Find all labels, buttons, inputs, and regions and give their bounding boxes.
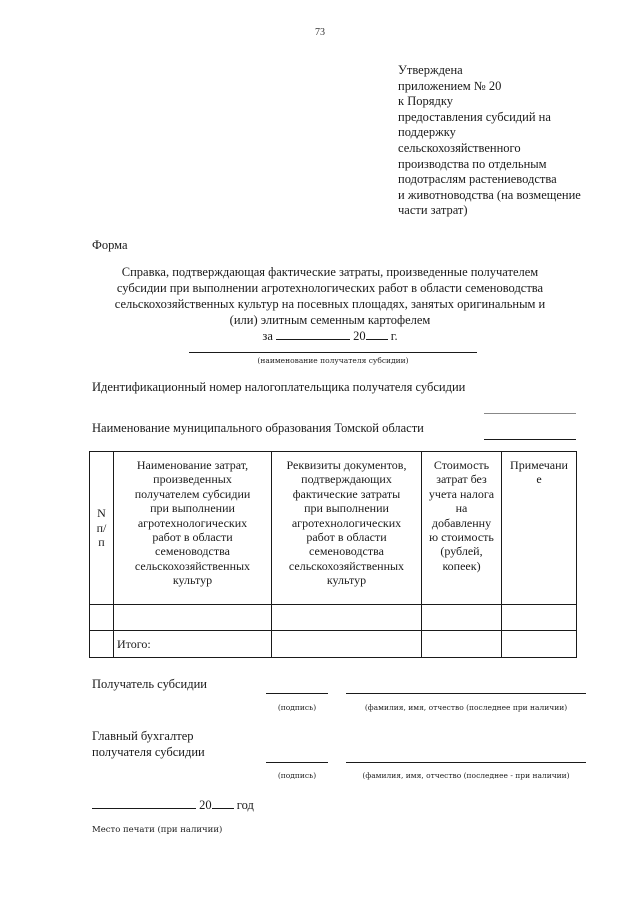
period-year-blank[interactable] (366, 328, 388, 340)
table-cell[interactable] (272, 605, 422, 631)
recipient-hint: (наименование получателя субсидии) (257, 356, 409, 365)
recipient-signature-label: Получатель субсидии (92, 677, 207, 691)
recipient-name-hint: (фамилия, имя, отчество (последнее при наличии) (364, 703, 568, 712)
document-title: Справка, подтверждающая фактические затраты, произведенные получателем субсидии при выполнении агротехнологических работ в области семеноводства сельскохозяйственных культур на посевных площадях, занятых оригинальным и (или) элитным семенным картофелем (114, 265, 546, 327)
table-cell[interactable] (90, 605, 114, 631)
date-line (92, 797, 254, 813)
stamp-label: Место печати (при наличии) (92, 825, 223, 835)
table-cell[interactable] (422, 605, 502, 631)
recipient-name-field-line[interactable] (346, 693, 586, 694)
recipient-name-line[interactable] (189, 352, 477, 353)
date-suffix: год (236, 798, 254, 812)
costs-table (89, 451, 577, 658)
period-prefix: за (262, 329, 273, 343)
inn-label: Идентификационный номер налогоплательщика получателя субсидии (92, 380, 466, 394)
accountant-sign-hint: (подпись) (277, 771, 317, 780)
accountant-signature-line[interactable] (266, 762, 328, 763)
period-suffix: г. (390, 329, 398, 343)
table-total-row (90, 631, 577, 658)
municipality-field-line[interactable] (484, 439, 576, 440)
page-number: 73 (315, 27, 325, 38)
table-cell[interactable] (272, 631, 422, 658)
date-day-month-blank[interactable] (92, 797, 196, 809)
accountant-signature-label: Главный бухгалтер получателя субсидии (92, 729, 205, 759)
col-header-documents: Реквизиты документов, подтверждающих фактические затраты при выполнении агротехнологических работ в области семеноводства сельскохозяйственных культур (272, 452, 422, 605)
municipality-label: Наименование муниципального образования Томской области (92, 421, 424, 435)
col-header-cost-amount: Стоимость затрат без учета налога на добавленну ю стоимость (рублей, копеек) (422, 452, 502, 605)
table-cell[interactable] (114, 605, 272, 631)
accountant-name-field-line[interactable] (346, 762, 586, 763)
col-header-notes: Примечани е (502, 452, 577, 605)
date-year-prefix: 20 (199, 798, 212, 812)
col-header-number: N п/ п (90, 452, 114, 605)
total-label: Итого: (114, 631, 272, 658)
table-row (90, 605, 577, 631)
inn-field-line[interactable] (484, 413, 576, 414)
approval-block: Утверждена приложением № 20 к Порядку предоставления субсидий на поддержку сельскохозяйственного производства по отдельным подотраслям растениеводства и животноводства (на возмещение части затрат) (398, 63, 581, 218)
table-cell[interactable] (422, 631, 502, 658)
period-blank[interactable] (276, 328, 350, 340)
table-header-row (90, 452, 577, 605)
table-cell[interactable] (90, 631, 114, 658)
recipient-signature-line[interactable] (266, 693, 328, 694)
table-cell[interactable] (502, 605, 577, 631)
recipient-sign-hint: (подпись) (277, 703, 317, 712)
accountant-name-hint: (фамилия, имя, отчество (последнее - при наличии) (362, 771, 570, 780)
form-label: Форма (92, 238, 128, 252)
period-year-prefix: 20 (353, 329, 366, 343)
col-header-cost-name: Наименование затрат, произведенных получателем субсидии при выполнении агротехнологических работ в области семеноводства сельскохозяйственных культур (114, 452, 272, 605)
date-year-blank[interactable] (212, 797, 234, 809)
table-cell[interactable] (502, 631, 577, 658)
period-line (80, 328, 580, 344)
